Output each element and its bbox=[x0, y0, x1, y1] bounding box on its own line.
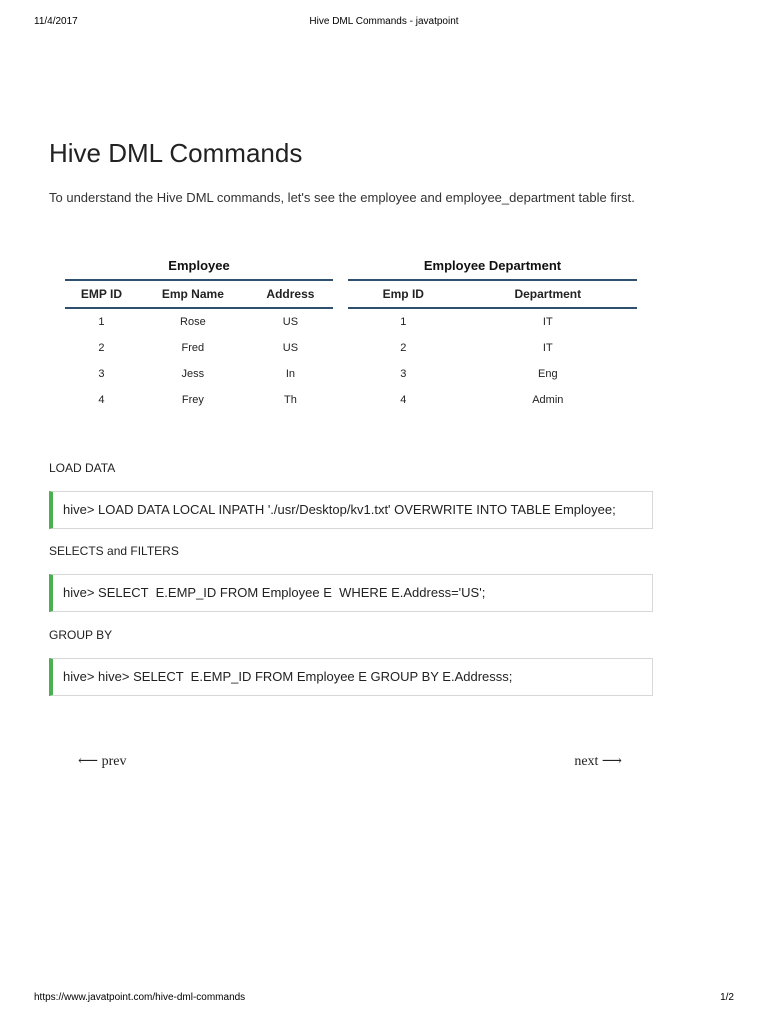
section-label-selects-filters: SELECTS and FILTERS bbox=[49, 544, 179, 558]
code-block-selects-filters[interactable]: hive> SELECT E.EMP_ID FROM Employee E WHERE E.Address='US'; bbox=[49, 574, 653, 612]
employee-table-header-row bbox=[65, 281, 333, 308]
table-cell: Eng bbox=[538, 368, 558, 380]
table-cell: Rose bbox=[180, 316, 206, 328]
department-table bbox=[348, 258, 637, 413]
department-table-caption: Employee Department bbox=[348, 258, 637, 281]
print-header bbox=[34, 16, 734, 30]
table-cell: IT bbox=[542, 316, 553, 328]
table-row bbox=[65, 387, 333, 413]
prev-link[interactable]: ⟵ prev bbox=[78, 754, 127, 769]
print-date: 11/4/2017 bbox=[34, 16, 78, 27]
table-cell: 4 bbox=[98, 394, 105, 406]
column-header: Address bbox=[248, 281, 333, 308]
table-row bbox=[65, 361, 333, 387]
code-block-group-by[interactable]: hive> hive> SELECT E.EMP_ID FROM Employee E GROUP BY E.Addresss; bbox=[49, 658, 653, 696]
table-cell: IT bbox=[542, 342, 553, 354]
table-cell: 2 bbox=[98, 342, 105, 354]
table-cell: Frey bbox=[181, 394, 204, 406]
table-cell: 3 bbox=[98, 368, 105, 380]
print-page-title: Hive DML Commands - javatpoint bbox=[309, 16, 459, 27]
table-row bbox=[348, 335, 637, 361]
table-cell: US bbox=[282, 316, 299, 328]
table-cell: In bbox=[285, 368, 296, 380]
intro-paragraph: To understand the Hive DML commands, let's see the employee and employee_department table first. bbox=[49, 190, 635, 205]
page-title: Hive DML Commands bbox=[49, 138, 303, 168]
table-cell: 3 bbox=[400, 368, 407, 380]
table-cell: Jess bbox=[181, 368, 205, 380]
table-row bbox=[65, 335, 333, 361]
employee-table bbox=[65, 258, 333, 413]
page-number: 1/2 bbox=[720, 992, 734, 1003]
table-cell: 4 bbox=[400, 394, 407, 406]
table-cell: 1 bbox=[98, 316, 105, 328]
section-label-group-by: GROUP BY bbox=[49, 628, 113, 642]
column-header: Emp ID bbox=[348, 281, 459, 308]
employee-table-caption: Employee bbox=[65, 258, 333, 281]
table-row bbox=[348, 308, 637, 335]
department-table-header-row bbox=[348, 281, 637, 308]
table-row bbox=[348, 387, 637, 413]
table-cell: Th bbox=[284, 394, 297, 406]
column-header: Emp Name bbox=[138, 281, 248, 308]
table-row bbox=[348, 361, 637, 387]
table-cell: 2 bbox=[400, 342, 407, 354]
code-block-load-data[interactable]: hive> LOAD DATA LOCAL INPATH './usr/Desktop/kv1.txt' OVERWRITE INTO TABLE Employee; bbox=[49, 491, 653, 529]
print-footer bbox=[34, 992, 734, 1006]
column-header: EMP ID bbox=[65, 281, 138, 308]
print-url: https://www.javatpoint.com/hive-dml-commands bbox=[34, 992, 246, 1003]
table-cell: Admin bbox=[532, 394, 564, 406]
column-header: Department bbox=[459, 281, 637, 308]
table-row bbox=[65, 308, 333, 335]
table-cell: Fred bbox=[181, 342, 205, 354]
table-cell: 1 bbox=[400, 316, 407, 328]
next-link[interactable]: next ⟶ bbox=[574, 754, 622, 769]
section-label-load-data: LOAD DATA bbox=[49, 461, 116, 475]
table-cell: US bbox=[282, 342, 299, 354]
